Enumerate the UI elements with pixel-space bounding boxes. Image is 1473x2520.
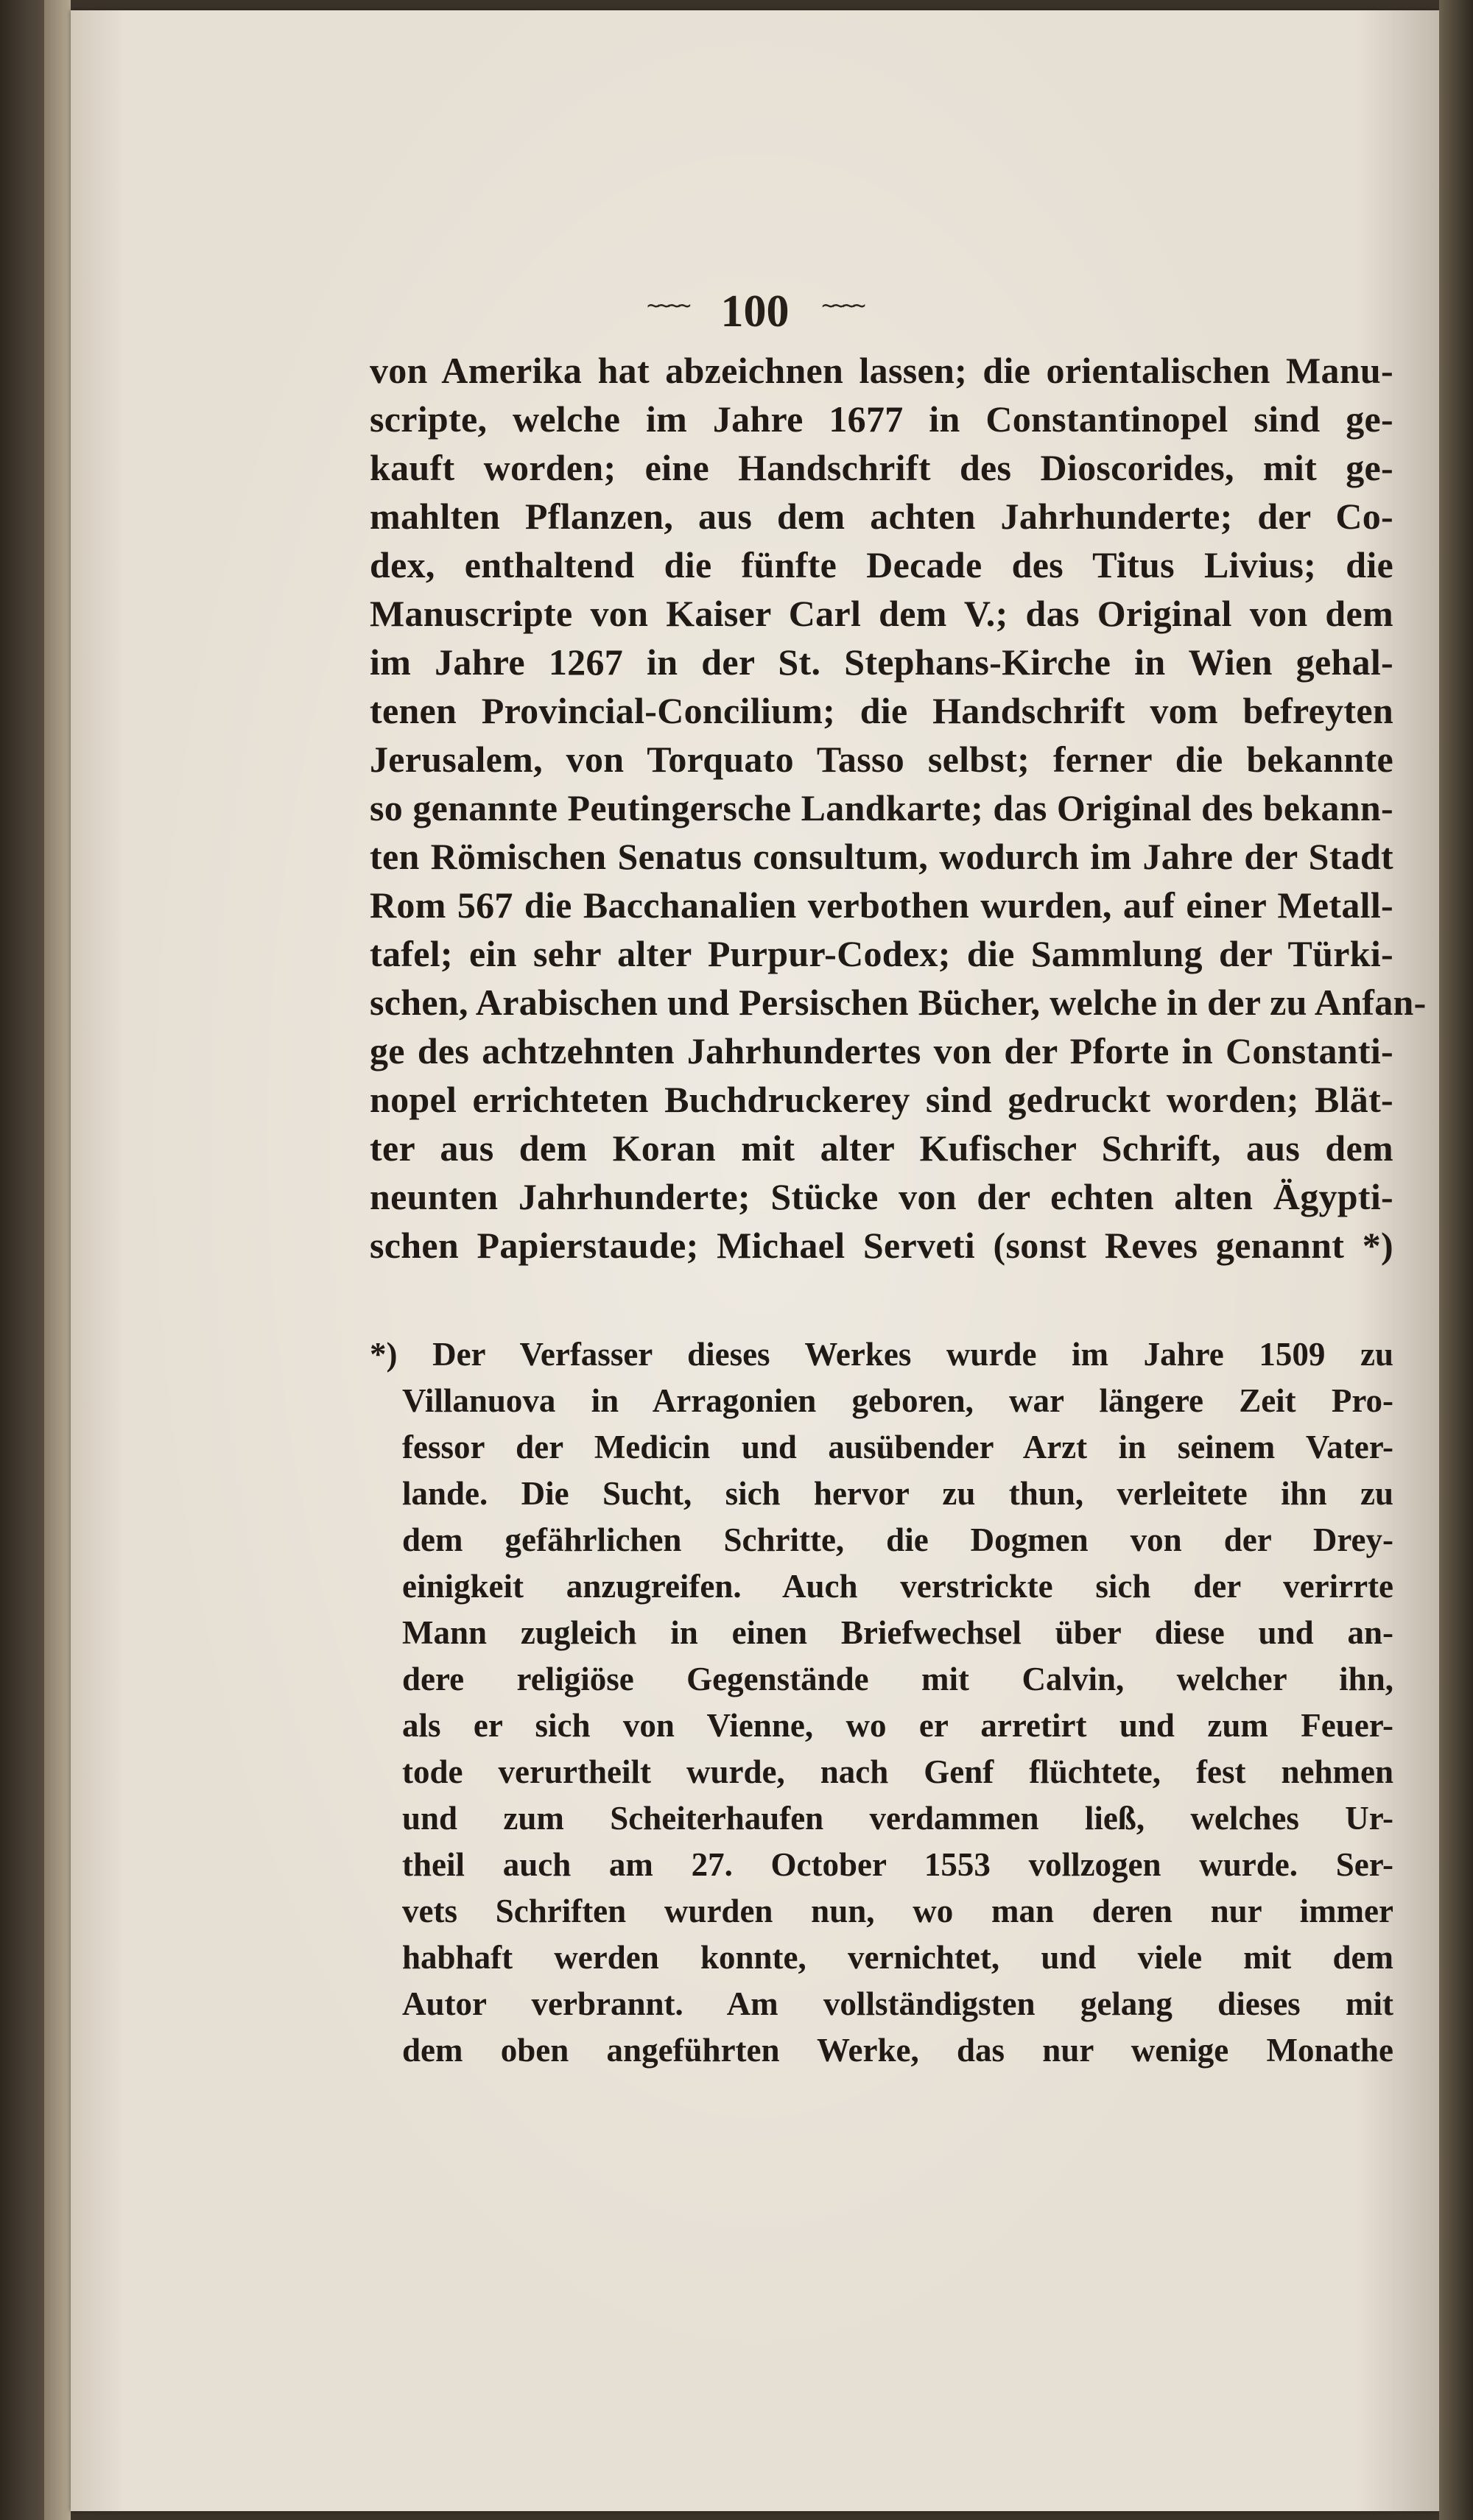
text-line: schen Papierstaude; Michael Serveti (sonst Reves genannt *) bbox=[370, 1225, 1393, 1266]
page-header bbox=[71, 278, 1439, 345]
footnote-line: einigkeit anzugreifen. Auch verstrickte sich der verirrte bbox=[402, 1568, 1393, 1605]
footnote-line: lande. Die Sucht, sich hervor zu thun, verleitete ihn zu bbox=[402, 1475, 1393, 1512]
footnote bbox=[370, 1331, 1393, 2074]
text-line: ter aus dem Koran mit alter Kufischer Schrift, aus dem bbox=[370, 1127, 1393, 1169]
footnote-line: dem oben angeführten Werke, das nur wenige Monathe bbox=[402, 2032, 1393, 2069]
text-line: neunten Jahrhunderte; Stücke von der echten alten Ägypti- bbox=[370, 1176, 1393, 1217]
text-line: so genannte Peutingersche Landkarte; das Original des bekann- bbox=[370, 787, 1393, 828]
footnote-line: Autor verbrannt. Am vollständigsten gelang dieses mit bbox=[402, 1985, 1393, 2022]
footnote-line: und zum Scheiterhaufen verdammen ließ, welches Ur- bbox=[402, 1800, 1393, 1837]
header-ornament-right: ~~~~ bbox=[821, 292, 863, 319]
text-line: ten Römischen Senatus consultum, wodurch im Jahre der Stadt bbox=[370, 836, 1393, 877]
text-line: kauft worden; eine Handschrift des Dioscorides, mit ge- bbox=[370, 447, 1393, 488]
page-edge bbox=[44, 0, 71, 2520]
footnote-line: vets Schriften wurden nun, wo man deren nur immer bbox=[402, 1893, 1393, 1929]
text-line: mahlten Pflanzen, aus dem achten Jahrhunderte; der Co- bbox=[370, 496, 1393, 537]
footnote-line: Mann zugleich in einen Briefwechsel über diese und an- bbox=[402, 1614, 1393, 1651]
footnote-line: Villanuova in Arragonien geboren, war längere Zeit Pro- bbox=[402, 1382, 1393, 1419]
footnote-line: theil auch am 27. October 1553 vollzogen wurde. Ser- bbox=[402, 1846, 1393, 1883]
text-line: Manuscripte von Kaiser Carl dem V.; das Original von dem bbox=[370, 593, 1393, 634]
header-ornament-left: ~~~~ bbox=[647, 292, 689, 319]
footnote-line: habhaft werden konnte, vernichtet, und viele mit dem bbox=[402, 1939, 1393, 1976]
text-line: dex, enthaltend die fünfte Decade des Titus Livius; die bbox=[370, 544, 1393, 585]
footnote-line: als er sich von Vienne, wo er arretirt und zum Feuer- bbox=[402, 1707, 1393, 1744]
footnote-line: fessor der Medicin und ausübender Arzt in seinem Vater- bbox=[402, 1429, 1393, 1465]
text-line: Rom 567 die Bacchanalien verbothen wurden, auf einer Metall- bbox=[370, 884, 1393, 926]
page-right-edge bbox=[1439, 0, 1473, 2520]
text-line: ge des achtzehnten Jahrhundertes von der Pforte in Constanti- bbox=[370, 1030, 1393, 1071]
footnote-line: dem gefährlichen Schritte, die Dogmen von der Drey- bbox=[402, 1521, 1393, 1558]
text-line: tafel; ein sehr alter Purpur-Codex; die Sammlung der Türki- bbox=[370, 933, 1393, 974]
main-text bbox=[370, 346, 1427, 1270]
text-line: von Amerika hat abzeichnen lassen; die orientalischen Manu- bbox=[370, 350, 1393, 391]
text-line: tenen Provincial-Concilium; die Handschrift vom befreyten bbox=[370, 690, 1393, 731]
text-line: schen, Arabischen und Persischen Bücher, welche in der zu Anfan- bbox=[370, 982, 1427, 1023]
text-line: scripte, welche im Jahre 1677 in Constantinopel sind ge- bbox=[370, 398, 1393, 440]
text-line: Jerusalem, von Torquato Tasso selbst; ferner die bekannte bbox=[370, 739, 1393, 780]
text-line: nopel errichteten Buchdruckerey sind gedruckt worden; Blät- bbox=[370, 1079, 1393, 1120]
text-line: im Jahre 1267 in der St. Stephans-Kirche in Wien gehal- bbox=[370, 641, 1393, 683]
footnote-line: dere religiöse Gegenstände mit Calvin, welcher ihn, bbox=[402, 1661, 1393, 1697]
footnote-line: *) Der Verfasser dieses Werkes wurde im Jahre 1509 zu bbox=[370, 1336, 1393, 1373]
page-number: 100 bbox=[720, 286, 790, 337]
footnote-line: tode verurtheilt wurde, nach Genf flüchtete, fest nehmen bbox=[402, 1753, 1393, 1790]
